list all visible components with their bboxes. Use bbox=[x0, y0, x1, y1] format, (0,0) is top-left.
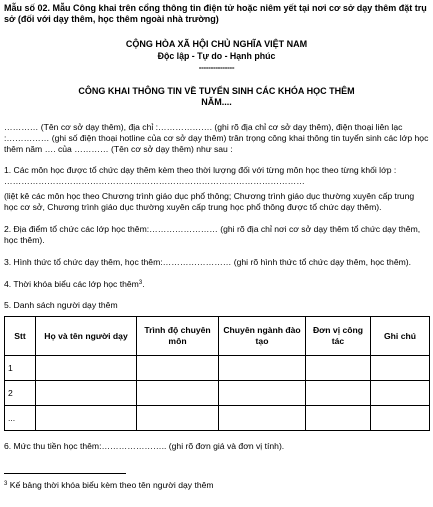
footnote-ref-3: 3 bbox=[138, 280, 143, 286]
table-row bbox=[5, 381, 430, 406]
national-header-motto: Độc lập - Tự do - Hạnh phúc bbox=[157, 51, 276, 61]
table-cell bbox=[36, 406, 137, 431]
table-cell bbox=[137, 381, 219, 406]
col-header-stt: Stt bbox=[5, 317, 36, 356]
col-header-workplace: Đơn vị công tác bbox=[306, 317, 371, 356]
footnote-marker: 3 bbox=[4, 481, 8, 487]
document-title-line2: NĂM.... bbox=[201, 97, 232, 107]
item-5-teacher-list: 5. Danh sách người dạy thêm bbox=[4, 300, 118, 310]
table-cell bbox=[306, 406, 371, 431]
table-cell bbox=[306, 356, 371, 381]
item-1-subjects: 1. Các môn học được tổ chức dạy thêm kèm theo thời lượng đối với từng môn học theo từng khối lớp : …………………………………………………………………………………………… bbox=[4, 165, 397, 186]
table-cell bbox=[371, 406, 430, 431]
item-4-timetable bbox=[4, 279, 429, 290]
col-header-qualification: Trình độ chuyên môn bbox=[137, 317, 219, 356]
table-cell bbox=[306, 381, 371, 406]
table-cell bbox=[36, 381, 137, 406]
item-4-end: . bbox=[142, 279, 145, 289]
item-6-fee: 6. Mức thu tiền học thêm:………………….. (ghi rõ đơn giá và đơn vị tính). bbox=[4, 441, 285, 451]
table-cell bbox=[137, 356, 219, 381]
table-cell bbox=[219, 381, 306, 406]
table-cell: 1 bbox=[5, 356, 36, 381]
col-header-notes: Ghi chú bbox=[371, 317, 430, 356]
table-cell: ... bbox=[5, 406, 36, 431]
table-cell bbox=[36, 356, 137, 381]
table-cell bbox=[219, 356, 306, 381]
national-header-country: CỘNG HÒA XÃ HỘI CHỦ NGHĨA VIỆT NAM bbox=[125, 39, 308, 49]
document-page bbox=[4, 3, 429, 491]
footnote bbox=[4, 480, 429, 491]
col-header-teacher-name: Họ và tên người dạy bbox=[36, 317, 137, 356]
table-cell: 2 bbox=[5, 381, 36, 406]
footnote-text: Kế bảng thời khóa biểu kèm theo tên người dạy thêm bbox=[7, 480, 214, 490]
table-header-row bbox=[5, 317, 430, 356]
col-header-specialization: Chuyên ngành đào tạo bbox=[219, 317, 306, 356]
table-cell bbox=[137, 406, 219, 431]
item-4-text: 4. Thời khóa biểu các lớp học thêm bbox=[4, 279, 139, 289]
form-title: Mẫu số 02. Mẫu Công khai trên cổng thông tin điện tử hoặc niêm yết tại nơi cơ sở dạy thêm đặt trụ sở (đối với dạy thêm, học thêm ngoài nhà trường) bbox=[4, 3, 427, 24]
footnote-divider bbox=[4, 473, 126, 474]
table-cell bbox=[371, 356, 430, 381]
document-title-line1: CÔNG KHAI THÔNG TIN VỀ TUYỂN SINH CÁC KHÓA HỌC THÊM bbox=[78, 86, 355, 96]
intro-paragraph: ………… (Tên cơ sở dạy thêm), địa chỉ :………………. (ghi rõ địa chỉ cơ sở dạy thêm), điện thoại liên lạc :…………… (ghi số điện thoại hotline của cơ sở dạy thêm) trân trọng công khai thông tin tuyển sinh các lớp học thêm năm …. của ………… (Tên cơ sở dạy thêm) như sau : bbox=[4, 122, 429, 154]
header-separator: --------------- bbox=[198, 63, 235, 72]
teacher-table bbox=[4, 316, 430, 431]
table-cell bbox=[371, 381, 430, 406]
table-row bbox=[5, 406, 430, 431]
table-row bbox=[5, 356, 430, 381]
item-3-format: 3. Hình thức tổ chức dạy thêm, học thêm:…………………… (ghi rõ hình thức tổ chức dạy thêm, học thêm). bbox=[4, 257, 412, 267]
table-cell bbox=[219, 406, 306, 431]
item-1-note: (liệt kê các môn học theo Chương trình giáo dục phổ thông; Chương trình giáo dục thường xuyên cấp trung học cơ sở, Chương trình giáo dục thường xuyên cấp trung học phổ thông được tổ chức dạy thêm). bbox=[4, 191, 415, 212]
item-2-location: 2. Địa điểm tổ chức các lớp học thêm:…………………… (ghi rõ địa chỉ nơi cơ sở dạy thêm tổ chức dạy thêm, học thêm). bbox=[4, 224, 421, 245]
